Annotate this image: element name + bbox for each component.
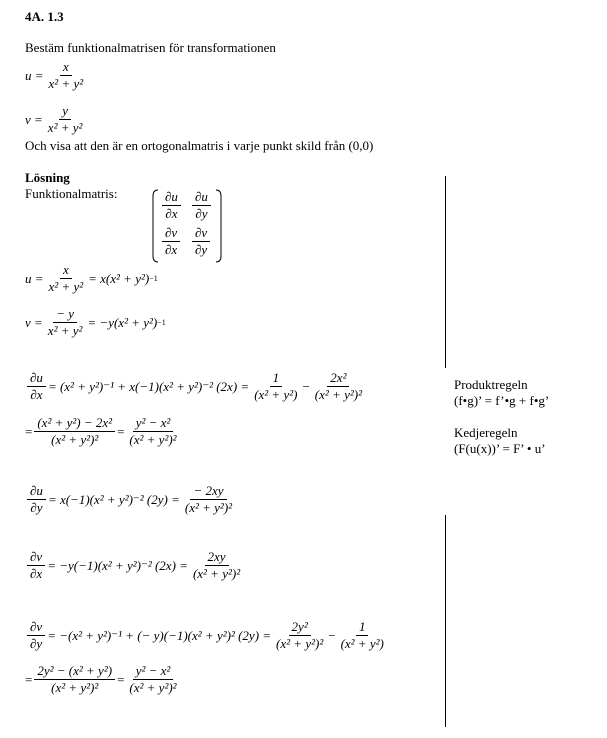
du-dx-f4-num: y² − x² [133, 416, 174, 432]
v-rewrite-num: − y [53, 307, 77, 323]
v-rewrite-fraction [45, 307, 86, 338]
dv-dy-f1-num: 2y² [289, 620, 311, 636]
du-dy-line [25, 484, 237, 515]
chain-rule-title: Kedjeregeln [454, 425, 518, 440]
dv-dx-frac1 [190, 550, 243, 581]
dv-dx-expansion: = −y(−1)(x² + y²)⁻² (2x) = [47, 557, 188, 573]
du-dy-lhs-num: ∂u [27, 484, 46, 500]
u-rewrite-den: x² + y² [48, 279, 84, 294]
problem-number: 4A. 1.3 [25, 9, 64, 24]
v-denominator: x² + y² [47, 120, 83, 135]
v-numerator: y [59, 104, 71, 120]
du-dx-f4-den: (x² + y²)² [129, 432, 177, 447]
dv-dy-f3-num: 2y² − (x² + y²) [34, 664, 115, 680]
du-dx-line2 [25, 416, 182, 447]
dv-dy-lhs-num: ∂v [27, 620, 45, 636]
v-fraction [45, 104, 86, 135]
a21-num: ∂v [162, 226, 180, 242]
dv-dx-lhs-num: ∂v [27, 550, 45, 566]
v-rewrite: v = $\frac{- y}{\text{x² + y²}}$ = −y(x² + y²) −1 [25, 306, 166, 338]
matrix-a22 [192, 226, 210, 257]
u-denominator: x² + y² [48, 76, 84, 91]
du-dx-frac4 [126, 416, 179, 447]
task-statement: Och visa att den är en ortogonalmatris i varje punkt skild från (0,0) [25, 138, 374, 153]
du-dx-lhs-num: ∂u [27, 371, 46, 387]
dv-dy-equals: = [117, 671, 125, 687]
du-dx-lhs [27, 371, 46, 402]
separator-line-top [445, 176, 446, 368]
dv-dy-line2 [25, 664, 182, 695]
du-dy-lhs-den: ∂y [30, 500, 43, 515]
u-numerator: x [60, 60, 72, 76]
u-rewrite-fraction [46, 263, 87, 294]
du-dx-frac1 [251, 371, 300, 402]
du-dx-expansion: = (x² + y²)⁻¹ + x(−1)(x² + y²)⁻² (2x) = [47, 378, 250, 394]
dv-dx-lhs [27, 550, 45, 581]
dv-dx-line [25, 550, 245, 581]
du-dy-f1-num: − 2xy [190, 484, 226, 500]
product-rule: (f•g)’ = f’•g + f•g’ [454, 393, 550, 408]
a21-den: ∂x [165, 242, 178, 257]
a22-den: ∂y [195, 242, 208, 257]
v-definition [25, 104, 87, 135]
du-dx-f1-num: 1 [270, 371, 283, 387]
u-fraction [46, 60, 87, 91]
v-rewrite-lhs: v = [25, 314, 43, 330]
dv-dx-lhs-den: ∂x [30, 566, 43, 581]
du-dx-frac3 [34, 416, 115, 447]
a11-num: ∂u [162, 190, 181, 206]
du-dx-f2-den: (x² + y²)² [314, 387, 362, 402]
chain-rule: (F(u(x))’ = F’ • u’ [454, 441, 546, 456]
du-dx-f1-den: (x² + y²) [254, 387, 298, 402]
v-rewrite-rhs: = −y(x² + y²) [87, 314, 158, 330]
dv-dx-f1-den: (x² + y²)² [192, 566, 241, 581]
dv-dy-frac3 [34, 664, 115, 695]
du-dx-minus: − [302, 378, 310, 394]
dv-dx-f1-num: 2xy [205, 550, 229, 566]
matrix-a21 [162, 226, 180, 257]
u-definition [25, 60, 88, 91]
v-lhs: v = [25, 111, 43, 127]
dv-dy-frac1 [273, 620, 326, 651]
du-dy-lhs [27, 484, 46, 515]
dv-dy-f4-den: (x² + y²)² [129, 680, 177, 695]
a22-num: ∂v [192, 226, 210, 242]
a12-num: ∂u [192, 190, 211, 206]
u-rewrite: u = $\frac{x}{\text{x² + y²}}$ = x(x² + y²) −1 [25, 262, 158, 294]
separator-line-bottom [445, 515, 446, 727]
product-rule-title: Produktregeln [454, 377, 528, 392]
solution-heading: Lösning [25, 170, 70, 185]
a11-den: ∂x [165, 206, 178, 221]
dv-dy-f2-num: 1 [356, 620, 369, 636]
matrix-label: Funktionalmatris: [25, 186, 118, 201]
u-rewrite-lhs: u = [25, 270, 44, 286]
du-dx-line1 [25, 371, 367, 402]
u-rewrite-rhs: = x(x² + y²) [88, 270, 150, 286]
dv-dy-f2-den: (x² + y²) [340, 636, 384, 651]
matrix-a12 [192, 190, 211, 221]
matrix-a11 [162, 190, 181, 221]
dv-dy-minus: − [328, 627, 336, 643]
du-dx-line2-prefix: = [25, 423, 33, 439]
dv-dy-f4-num: y² − x² [133, 664, 174, 680]
du-dy-f1-den: (x² + y²)² [184, 500, 233, 515]
dv-dy-frac4 [126, 664, 179, 695]
dv-dy-f1-den: (x² + y²)² [276, 636, 324, 651]
dv-dy-lhs [27, 620, 45, 651]
du-dx-frac2 [312, 371, 365, 402]
jacobian-matrix [150, 188, 225, 264]
dv-dy-f3-den: (x² + y²)² [51, 680, 99, 695]
u-rewrite-num: x [60, 263, 72, 279]
u-lhs: u = [25, 67, 44, 83]
du-dy-frac1 [182, 484, 235, 515]
du-dy-expansion: = x(−1)(x² + y²)⁻² (2y) = [47, 491, 180, 507]
du-dx-f2-num: 2x² [327, 371, 349, 387]
dv-dy-expansion: = −(x² + y²)⁻¹ + (− y)(−1)(x² + y²)² (2y) = [47, 627, 272, 643]
dv-dy-line2-prefix: = [25, 671, 33, 687]
a12-den: ∂y [195, 206, 208, 221]
du-dx-lhs-den: ∂x [30, 387, 43, 402]
dv-dy-lhs-den: ∂y [30, 636, 43, 651]
du-dx-equals: = [117, 423, 125, 439]
problem-statement: Bestäm funktionalmatrisen för transformationen [25, 40, 276, 55]
dv-dy-line1 [25, 620, 389, 651]
v-rewrite-den: x² + y² [47, 323, 83, 338]
du-dx-f3-den: (x² + y²)² [51, 432, 99, 447]
dv-dy-frac2 [338, 620, 387, 651]
du-dx-f3-num: (x² + y²) − 2x² [34, 416, 115, 432]
